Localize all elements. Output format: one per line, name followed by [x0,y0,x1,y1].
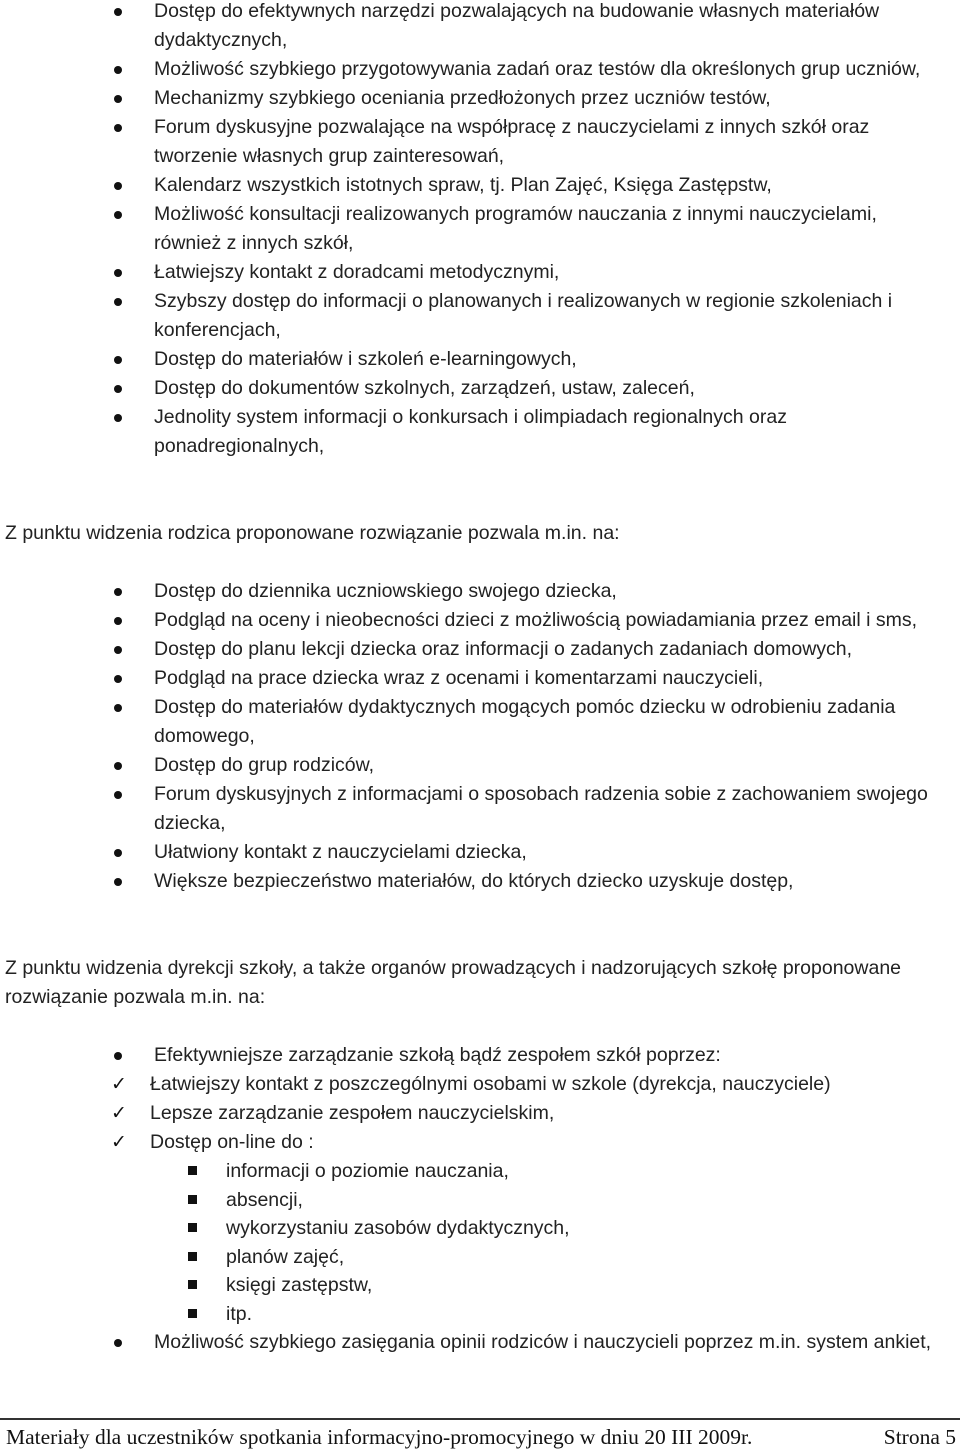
bullet-icon [114,269,122,277]
list-item: Możliwość konsultacji realizowanych programów nauczania z innymi nauczycielami, również z innych szkół, [0,200,960,258]
list-item: Forum dyskusyjnych z informacjami o sposobach radzenia sobie z zachowaniem swojego dziecka, [0,780,960,838]
check-list [75,1070,946,1328]
bullet-icon [114,211,122,219]
page-number: Strona 5 [883,1425,956,1449]
page-footer [6,1425,956,1450]
bullet-icon [114,8,122,16]
bullet-icon [114,1052,122,1060]
bullet-icon [114,849,122,857]
bullet-icon [114,385,122,393]
square-item: wykorzystaniu zasobów dydaktycznych, [150,1214,946,1243]
list-item: Dostęp do grup rodziców, [0,751,960,780]
teacher-benefits-list [0,0,960,461]
bullet-icon [114,124,122,132]
bullet-icon [114,762,122,770]
list-item: Jednolity system informacji o konkursach i olimpiadach regionalnych oraz ponadregionalnych, [0,403,960,461]
teacher-benefits-list-block [0,0,960,461]
checkmark-icon: ✓ [111,1131,127,1153]
check-item: ✓ Dostęp on-line do : informacji o poziomie nauczania, absencji, wykorzystaniu zasobów dydaktycznych, planów zajęć, księgi zastępstw, itp. [75,1128,946,1328]
director-benefits-list [0,1041,960,1357]
square-bullet-icon [188,1223,197,1232]
checkmark-icon: ✓ [111,1102,127,1124]
list-item: Podgląd na prace dziecka wraz z ocenami i komentarzami nauczycieli, [0,664,960,693]
bullet-icon [114,646,122,654]
bullet-icon [114,617,122,625]
list-item: Możliwość szybkiego przygotowywania zadań oraz testów dla określonych grup uczniów, [0,55,960,84]
list-item: Kalendarz wszystkich istotnych spraw, tj. Plan Zajęć, Księga Zastępstw, [0,171,960,200]
square-bullet-icon [188,1252,197,1261]
square-item: informacji o poziomie nauczania, [150,1157,946,1186]
list-item: Szybszy dostęp do informacji o planowanych i realizowanych w regionie szkoleniach i konferencjach, [0,287,960,345]
check-item: ✓ Lepsze zarządzanie zespołem nauczycielskim, [75,1099,946,1128]
bullet-icon [114,182,122,190]
bullet-icon [114,414,122,422]
list-item: Dostęp do efektywnych narzędzi pozwalających na budowanie własnych materiałów dydaktycznych, [0,0,960,55]
square-item: absencji, [150,1186,946,1215]
director-heading: Z punktu widzenia dyrekcji szkoły, a także organów prowadzących i nadzorujących szkołę proponowane rozwiązanie pozwala m.in. na: [5,957,902,1008]
list-item: Podgląd na oceny i nieobecności dzieci z możliwością powiadamiania przez email i sms, [0,606,960,635]
square-item: itp. [150,1300,946,1329]
square-bullet-icon [188,1309,197,1318]
list-item: Dostęp do dziennika uczniowskiego swojego dziecka, [0,577,960,606]
footer-divider [0,1418,960,1420]
list-item: Forum dyskusyjne pozwalające na współpracę z nauczycielami z innych szkół oraz tworzenie własnych grup zainteresowań, [0,113,960,171]
bullet-icon [114,95,122,103]
square-bullet-icon [188,1166,197,1175]
list-item: Dostęp do planu lekcji dziecka oraz informacji o zadanych zadaniach domowych, [0,635,960,664]
list-item: Dostęp do materiałów dydaktycznych mogących pomóc dziecku w odrobieniu zadania domowego, [0,693,960,751]
director-benefits-list-block [0,1041,960,1357]
bullet-icon [114,704,122,712]
check-item: ✓ Łatwiejszy kontakt z poszczególnymi osobami w szkole (dyrekcja, nauczyciele) [75,1070,946,1099]
parent-benefits-list [0,577,960,896]
list-item: Mechanizmy szybkiego oceniania przedłożonych przez uczniów testów, [0,84,960,113]
list-item: Dostęp do dokumentów szkolnych, zarządzeń, ustaw, zaleceń, [0,374,960,403]
checkmark-icon: ✓ [111,1073,127,1095]
list-item: Większe bezpieczeństwo materiałów, do których dziecko uzyskuje dostęp, [0,867,960,896]
parent-heading: Z punktu widzenia rodzica proponowane rozwiązanie pozwala m.in. na: [5,522,620,544]
list-item: Ułatwiony kontakt z nauczycielami dziecka, [0,838,960,867]
bullet-icon [114,356,122,364]
list-item: Efektywniejsze zarządzanie szkołą bądź zespołem szkół poprzez: ✓ Łatwiejszy kontakt z poszczególnymi osobami w szkole (dyrekcja, nauczyciele) ✓ Lepsze zarządzanie zespołem nauczycielskim, ✓ Dostęp on-line do : informacji o poziomie nauczania, absencji, wykorzystaniu zasobów dydaktycznych, planów zajęć, księgi zastępstw, itp. [0,1041,960,1328]
square-bullet-icon [188,1280,197,1289]
bullet-icon [114,878,122,886]
bullet-icon [114,791,122,799]
footer-title: Materiały dla uczestników spotkania informacyjno-promocyjnego w dniu 20 III 2009r. [6,1425,753,1449]
square-item: księgi zastępstw, [150,1271,946,1300]
bullet-icon [114,298,122,306]
bullet-icon [114,675,122,683]
list-item: Możliwość szybkiego zasięgania opinii rodziców i nauczycieli poprzez m.in. system ankiet, [0,1328,960,1357]
bullet-icon [114,588,122,596]
square-item: planów zajęć, [150,1243,946,1272]
list-item: Łatwiejszy kontakt z doradcami metodycznymi, [0,258,960,287]
list-item: Dostęp do materiałów i szkoleń e-learningowych, [0,345,960,374]
parent-benefits-list-block [0,577,960,896]
square-list [150,1157,946,1328]
bullet-icon [114,1339,122,1347]
square-bullet-icon [188,1195,197,1204]
bullet-icon [114,66,122,74]
